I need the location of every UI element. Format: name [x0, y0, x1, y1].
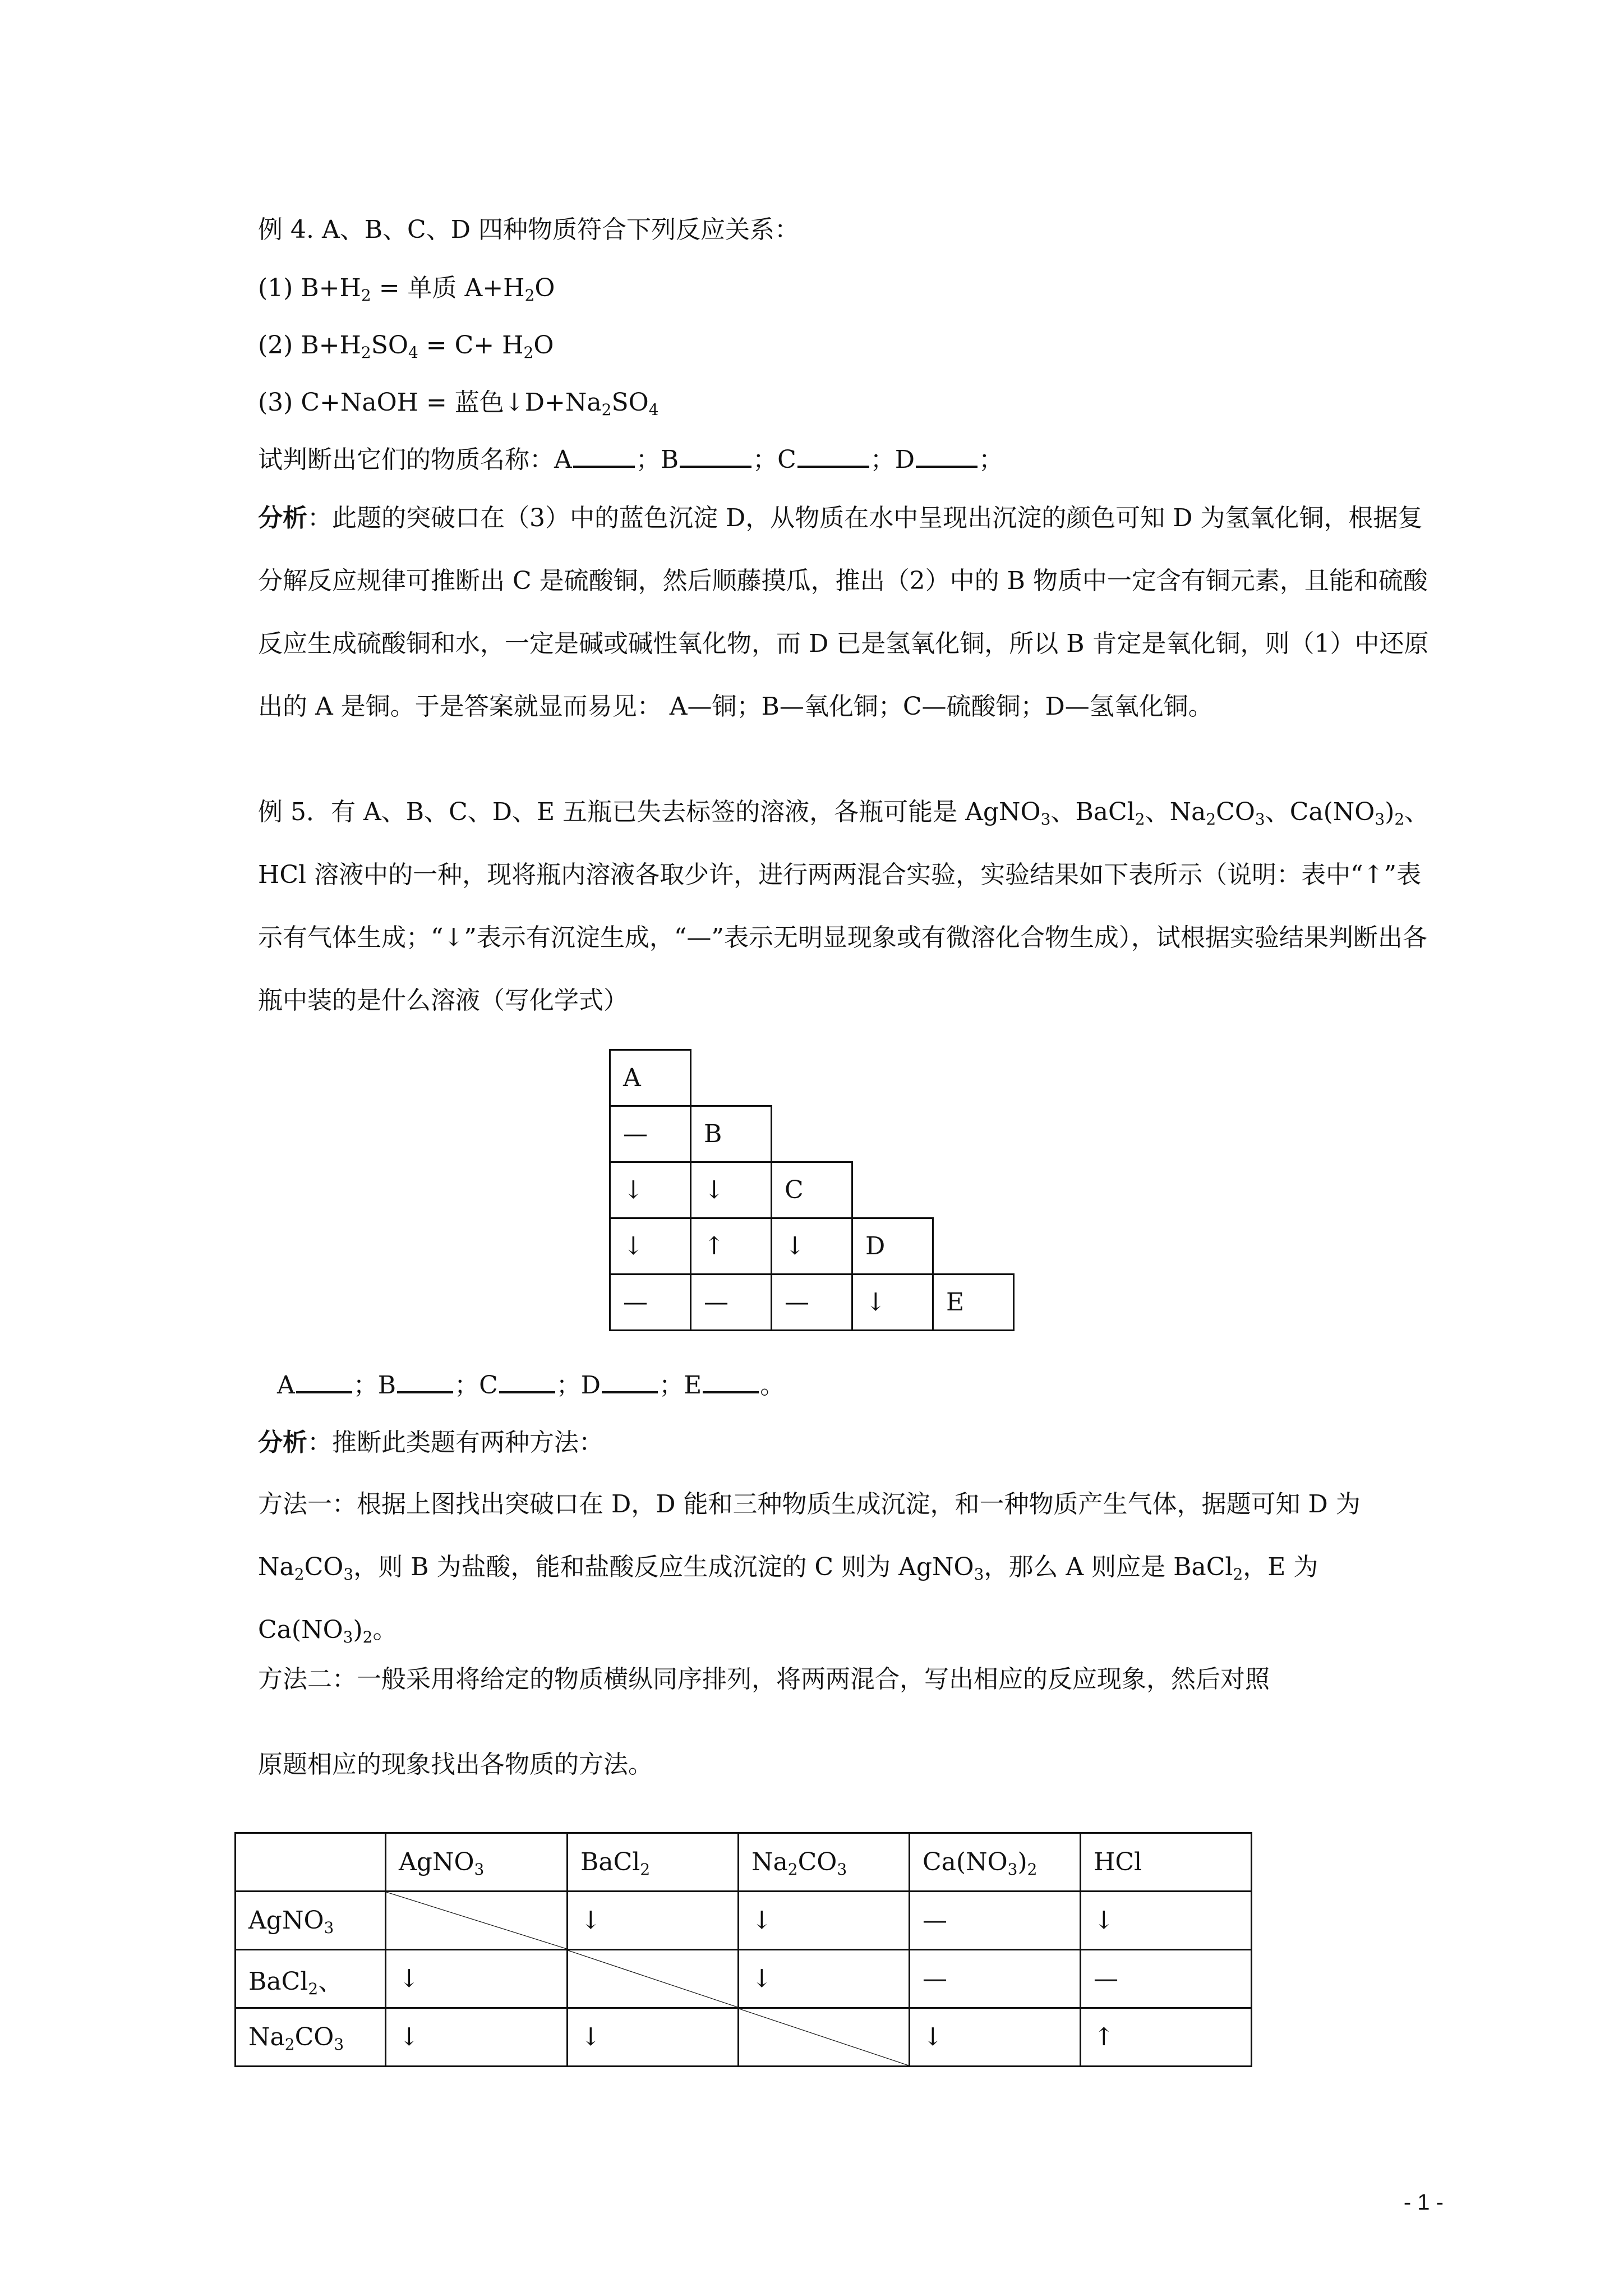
question-text: ；D: [870, 445, 915, 474]
table-cell: ↓: [610, 1218, 691, 1274]
intro-sub: 2: [1394, 810, 1405, 829]
table-cell: ↓: [386, 2008, 568, 2067]
empty-cell: [933, 1106, 1014, 1162]
table-cell: ↓: [852, 1274, 933, 1331]
diagonal-line: [739, 2009, 909, 2065]
table-cell: ↓: [568, 2008, 739, 2067]
example-4-title: [258, 213, 799, 247]
triangle-result-table: [609, 1049, 1015, 1331]
table-cell: —: [772, 1274, 852, 1331]
empty-cell: [852, 1050, 933, 1106]
table-cell: —: [1081, 1950, 1252, 2008]
header-text: $Na_2CO_3$: [751, 1848, 847, 1879]
answer-text: A: [277, 1371, 295, 1400]
answer-blank-b[interactable]: [397, 1369, 453, 1393]
reaction-2: [258, 329, 554, 362]
method-text: ): [353, 1616, 363, 1644]
method-text: 方法二：一般采用将给定的物质横纵同序排列，将两两混合，写出相应的反应现象，然后对照: [258, 1665, 1270, 1694]
analysis-text: ：推断此类题有两种方法：: [307, 1428, 603, 1457]
method-text: 方法一：根据上图找出突破口在 D，D 能和三种物质生成沉淀，和一种物质产生气体，据题可知 D 为 Na: [258, 1490, 1361, 1581]
header-text: AgNO$_3$: [399, 1848, 485, 1879]
table-row: [610, 1274, 1014, 1331]
method-sub: 3: [343, 1565, 354, 1584]
table-row: [610, 1050, 1014, 1106]
answer-blank-d[interactable]: [916, 443, 978, 468]
reaction-3-part: SO: [611, 388, 649, 417]
intro-sub: 3: [1040, 810, 1051, 829]
header-cell: [910, 1833, 1081, 1892]
header-text: $Ca(NO_3)_2$: [923, 1848, 1038, 1879]
example-4-analysis: [258, 487, 1436, 738]
reaction-1-sub: 2: [361, 286, 371, 305]
question-text: 试判断出它们的物质名称：A: [258, 445, 572, 474]
reaction-3: [258, 386, 658, 420]
table-cell: ↓: [691, 1162, 772, 1218]
example-5-analysis: [258, 1426, 603, 1460]
page-number: - 1 -: [1403, 2190, 1444, 2215]
table-header-row: [236, 1833, 1252, 1892]
header-text: BaCl$_2$: [580, 1848, 651, 1879]
analysis-label: 分析: [258, 1428, 307, 1457]
header-cell: [1081, 1833, 1252, 1892]
table-row: [236, 2008, 1252, 2067]
table-cell: ↓: [772, 1218, 852, 1274]
example-5-answers: [277, 1369, 785, 1402]
reaction-1-part: O: [534, 274, 555, 302]
table-cell: ↓: [910, 2008, 1081, 2067]
intro-text: 、Na: [1145, 798, 1206, 826]
diagonal-cell: [386, 1892, 568, 1950]
reaction-matrix-table: [234, 1832, 1252, 2067]
diagonal-line: [386, 1892, 566, 1949]
intro-text: 、BaCl: [1050, 798, 1135, 826]
empty-cell: [772, 1106, 852, 1162]
reaction-1: [258, 272, 555, 305]
question-text: ；: [979, 445, 1004, 474]
intro-text: 、HCl 溶液中的一种，现将瓶内溶液各取少许，进行两两混合实验，实验结果如下表所示（说明：表中“↑”表示有气体生成；“↓”表示有沉淀生成，“—”表示无明显现象或有微溶化合物生成），试根据实验结果判断出各瓶中装的是什么溶液（写化学式）: [258, 798, 1430, 1015]
table-cell: A: [610, 1050, 691, 1106]
table-cell: B: [691, 1106, 772, 1162]
table-cell: —: [910, 1892, 1081, 1950]
intro-sub: 3: [1375, 810, 1385, 829]
answer-blank-c[interactable]: [499, 1369, 555, 1393]
table-cell: C: [772, 1162, 852, 1218]
method-sub: 3: [974, 1565, 984, 1584]
intro-text: 例 5．有 A、B、C、D、E 五瓶已失去标签的溶液，各瓶可能是 AgNO: [258, 798, 1041, 826]
answer-blank-d[interactable]: [602, 1369, 658, 1393]
table-cell: ↑: [1081, 2008, 1252, 2067]
analysis-text: ：此题的突破口在（3）中的蓝色沉淀 D，从物质在水中呈现出沉淀的颜色可知 D 为氢氧化铜，根据复分解反应规律可推断出 C 是硫酸铜，然后顺藤摸瓜，推出（2）中的 B 物质中一定含有铜元素，且能和硫酸反应生成硫酸铜和水，一定是碱或碱性氧化物，而 D 已是氢氧化铜，所以 B 肯定是氧化铜，则（1）中还原出的 A 是铜。于是答案就显而易见： A—铜；B—氧化铜；C—硫酸铜；D—氢氧化铜。: [258, 504, 1429, 721]
question-text: ；C: [753, 445, 796, 474]
table-cell: —: [610, 1106, 691, 1162]
answer-text: ；D: [556, 1371, 601, 1400]
intro-text: 、Ca(NO: [1265, 798, 1375, 826]
reaction-2-sub: 2: [361, 343, 371, 362]
table-row: [610, 1162, 1014, 1218]
reaction-3-part: (3) C+NaOH = 蓝色↓D+Na: [258, 388, 602, 417]
empty-cell: [933, 1162, 1014, 1218]
method-text: ，E 为 Ca(NO: [258, 1553, 1318, 1644]
answer-text: ；B: [353, 1371, 396, 1400]
diagonal-cell: [739, 2008, 910, 2067]
empty-cell: [933, 1050, 1014, 1106]
reaction-2-part: SO: [371, 331, 408, 360]
reaction-2-part: O: [533, 331, 554, 360]
header-cell: [568, 1833, 739, 1892]
header-text: HCl: [1094, 1848, 1142, 1876]
reaction-2-part: = C+ H: [418, 331, 524, 360]
intro-text: CO: [1216, 798, 1255, 826]
answer-text: ；E: [659, 1371, 702, 1400]
analysis-label: 分析: [258, 504, 307, 532]
method-two-line-1: [258, 1663, 1270, 1696]
method-text: 原题相应的现象找出各物质的方法。: [258, 1750, 653, 1779]
reaction-2-part: (2) B+H: [258, 331, 361, 360]
table-cell: ↓: [610, 1162, 691, 1218]
reaction-1-sub: 2: [524, 286, 535, 305]
reaction-2-sub: 2: [523, 343, 534, 362]
empty-cell: [933, 1218, 1014, 1274]
table-cell: —: [910, 1950, 1081, 2008]
answer-text: ；C: [454, 1371, 498, 1400]
intro-sub: 3: [1255, 810, 1265, 829]
empty-cell: [691, 1050, 772, 1106]
method-sub: 2: [294, 1565, 305, 1584]
method-one: [258, 1473, 1436, 1662]
table-cell: ↓: [568, 1892, 739, 1950]
row-label: AgNO$_3$: [236, 1892, 386, 1950]
answer-blank-b[interactable]: [680, 443, 751, 468]
answer-blank-e[interactable]: [703, 1369, 759, 1393]
example-5-intro: [258, 781, 1436, 1032]
method-text: CO: [304, 1553, 344, 1581]
answer-text: 。: [760, 1371, 785, 1400]
intro-sub: 2: [1135, 810, 1145, 829]
reaction-1-part: (1) B+H: [258, 274, 361, 302]
table-cell: —: [691, 1274, 772, 1331]
diagonal-cell: [568, 1950, 739, 2008]
intro-sub: 2: [1206, 810, 1216, 829]
table-row: [610, 1218, 1014, 1274]
method-sub: 3: [343, 1628, 353, 1646]
answer-blank-a[interactable]: [573, 443, 635, 468]
question-text: ；B: [635, 445, 679, 474]
table-row: [610, 1106, 1014, 1162]
method-sub: 2: [362, 1628, 373, 1646]
empty-cell: [852, 1106, 933, 1162]
reaction-3-sub: 4: [648, 401, 659, 419]
empty-cell: [852, 1162, 933, 1218]
table-cell: ↓: [739, 1950, 910, 2008]
table-cell: ↓: [386, 1950, 568, 2008]
table-cell: ↓: [1081, 1892, 1252, 1950]
method-text: ，则 B 为盐酸，能和盐酸反应生成沉淀的 C 则为 AgNO: [353, 1553, 974, 1581]
table-cell: D: [852, 1218, 933, 1274]
table-cell: —: [610, 1274, 691, 1331]
table-row: [236, 1950, 1252, 2008]
header-cell: [386, 1833, 568, 1892]
reaction-2-sub: 4: [408, 343, 418, 362]
table-cell: ↑: [691, 1218, 772, 1274]
example-4-question: [258, 443, 1003, 477]
reaction-3-sub: 2: [601, 401, 612, 419]
method-text: 。: [372, 1616, 398, 1644]
row-label: $Na_2CO_3$: [236, 2008, 386, 2067]
header-cell: [236, 1833, 386, 1892]
answer-blank-a[interactable]: [296, 1369, 352, 1393]
intro-text: ): [1385, 798, 1395, 826]
method-text: ，那么 A 则应是 BaCl: [984, 1553, 1233, 1581]
example-4-title-text: 例 4. A、B、C、D 四种物质符合下列反应关系：: [258, 215, 799, 244]
empty-cell: [772, 1050, 852, 1106]
method-sub: 2: [1233, 1565, 1243, 1584]
answer-blank-c[interactable]: [797, 443, 869, 468]
table-cell: E: [933, 1274, 1014, 1331]
reaction-1-part: = 单质 A+H: [371, 274, 525, 302]
table-cell: ↓: [739, 1892, 910, 1950]
table-row: [236, 1892, 1252, 1950]
diagonal-line: [568, 1950, 737, 2007]
row-label: BaCl$_2$、: [236, 1950, 386, 2008]
method-two-line-2: [258, 1748, 653, 1782]
header-cell: [739, 1833, 910, 1892]
